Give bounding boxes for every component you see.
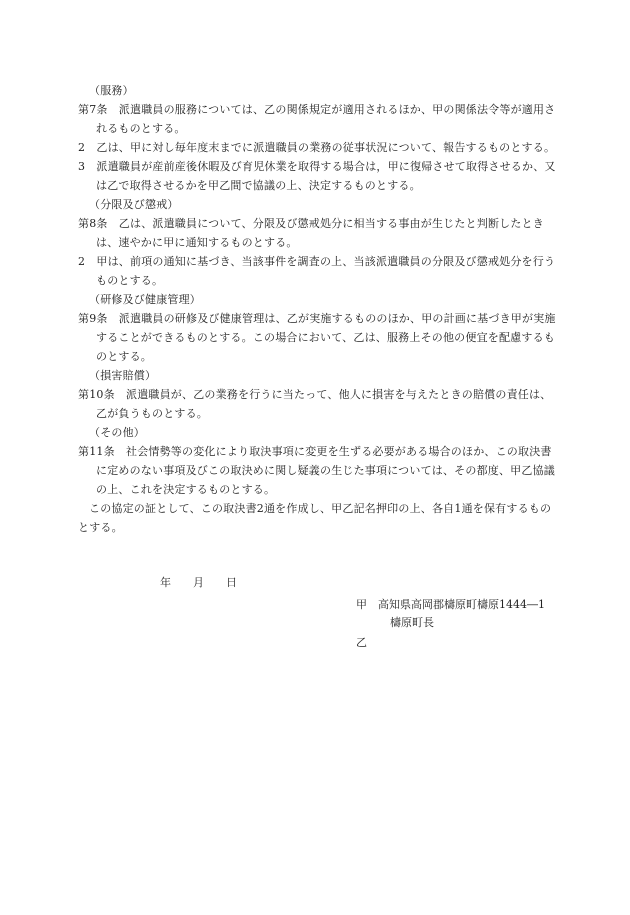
article-7-item-2: 2 乙は、甲に対し毎年度末までに派遣職員の業務の従事状況について、報告するものとする。 [78, 141, 556, 154]
date-line: 年 月 日 [160, 576, 237, 589]
article-8-item-2: 2 甲は、前項の通知に基づき、当該事件を調査の上、当該派遣職員の分限及び懲戒処分を行うものとする。 [78, 255, 556, 287]
caption-discipline: （分限及び懲戒） [89, 198, 179, 211]
party-a-label: 甲 [356, 598, 367, 611]
caption-training: （研修及び健康管理） [89, 293, 201, 306]
article-8: 第8条 乙は、派遣職員について、分限及び懲戒処分に相当する事由が生じたと判断したときは、速やかに甲に通知するものとする。 [78, 217, 544, 249]
party-a-title: 檮原町長 [390, 616, 434, 629]
agreement-body [78, 81, 556, 537]
closing-paragraph: この協定の証として、この取決書2通を作成し、甲乙記名押印の上、各自1通を保有するものとする。 [78, 502, 552, 534]
article-7-item-3: 3 派遣職員が産前産後休暇及び育児休業を取得する場合は，甲に復帰させて取得させるか、又は乙で取得させるかを甲乙間で協議の上、決定するものとする。 [78, 160, 556, 192]
article-7: 第7条 派遣職員の服務については、乙の関係規定が適用されるほか、甲の関係法令等が適用されるものとする。 [78, 103, 556, 135]
article-9: 第9条 派遣職員の研修及び健康管理は、乙が実施するもののほか、甲の計画に基づき甲が実施することができるものとする。この場合において、乙は、服務上その他の便宜を配慮するものとする。 [78, 312, 556, 363]
article-11: 第11条 社会情勢等の変化により取決事項に変更を生ずる必要がある場合のほか、この取決書に定めのない事項及びこの取決めに関し疑義の生じた事項については、その都度、甲乙協議の上、これを決定するものとする。 [78, 445, 555, 496]
caption-damages: （損害賠償） [89, 369, 157, 382]
party-b-label: 乙 [356, 636, 367, 649]
caption-other: （その他） [89, 426, 145, 439]
party-a-address: 高知県高岡郡檮原町檮原1444―1 [378, 598, 545, 611]
caption-service: （服務） [89, 84, 134, 97]
article-10: 第10条 派遣職員が、乙の業務を行うに当たって、他人に損害を与えたときの賠償の責任は、乙が負うものとする。 [78, 388, 552, 420]
